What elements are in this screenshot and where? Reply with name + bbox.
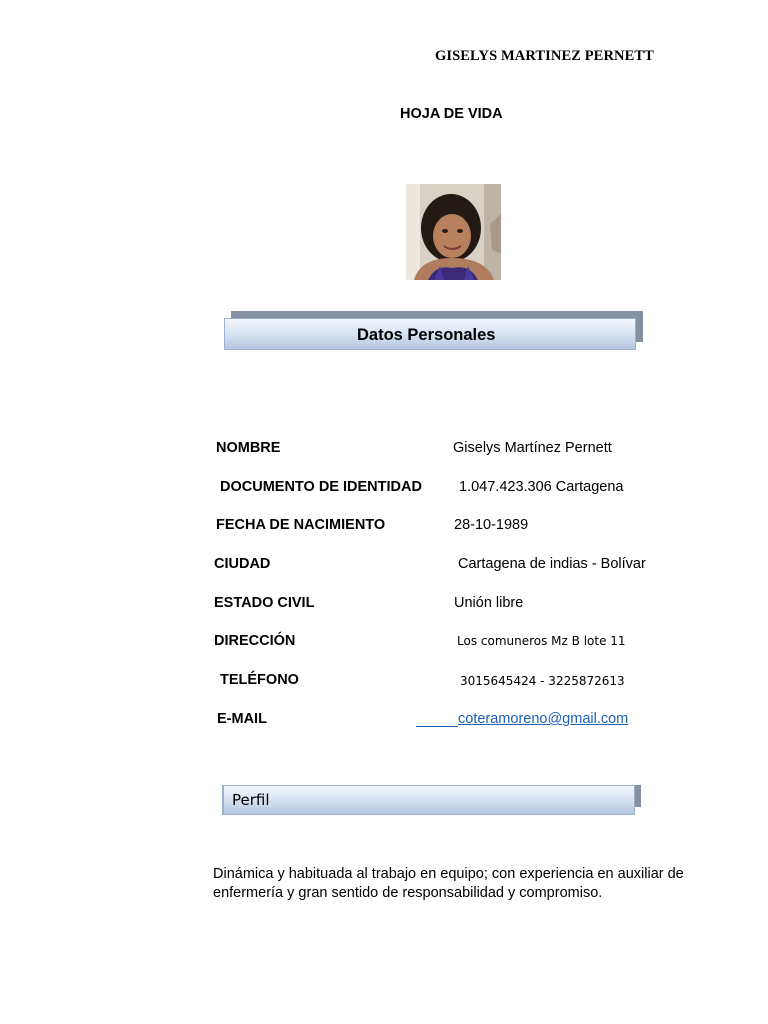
- city-label: CIUDAD: [214, 556, 271, 572]
- profile-description: Dinámica y habituada al trabajo en equipo; con experiencia en auxiliar de enfermería y gran sentido de responsabilidad y compromiso.: [213, 866, 684, 901]
- email-label: E-MAIL: [217, 711, 267, 727]
- profile-section-title: Perfil: [232, 791, 270, 809]
- id-label: DOCUMENTO DE IDENTIDAD: [220, 479, 422, 495]
- person-photo-icon: [406, 184, 501, 280]
- candidate-name: GISELYS MARTINEZ PERNETT: [435, 48, 654, 64]
- document-title: HOJA DE VIDA: [400, 106, 503, 122]
- profile-photo: [406, 184, 501, 280]
- phone-value: 3015645424 - 3225872613: [460, 674, 625, 688]
- dob-value: 28-10-1989: [454, 517, 529, 533]
- profile-banner: [222, 785, 635, 815]
- id-value: 1.047.423.306 Cartagena: [459, 479, 624, 495]
- civil-status-label: ESTADO CIVIL: [214, 595, 315, 611]
- email-link[interactable]: coteramoreno@gmail.com: [458, 711, 629, 727]
- dob-label: FECHA DE NACIMIENTO: [216, 517, 386, 533]
- personal-section-title: Datos Personales: [357, 326, 496, 344]
- address-label: DIRECCIÓN: [214, 633, 296, 649]
- city-value: Cartagena de indias - Bolívar: [458, 556, 646, 572]
- email-underline-lead: [416, 726, 458, 727]
- address-value: Los comuneros Mz B lote 11: [457, 634, 626, 648]
- name-value: Giselys Martínez Pernett: [453, 440, 612, 456]
- phone-label: TELÉFONO: [220, 672, 299, 688]
- name-label: NOMBRE: [216, 440, 281, 456]
- civil-status-value: Unión libre: [454, 595, 524, 611]
